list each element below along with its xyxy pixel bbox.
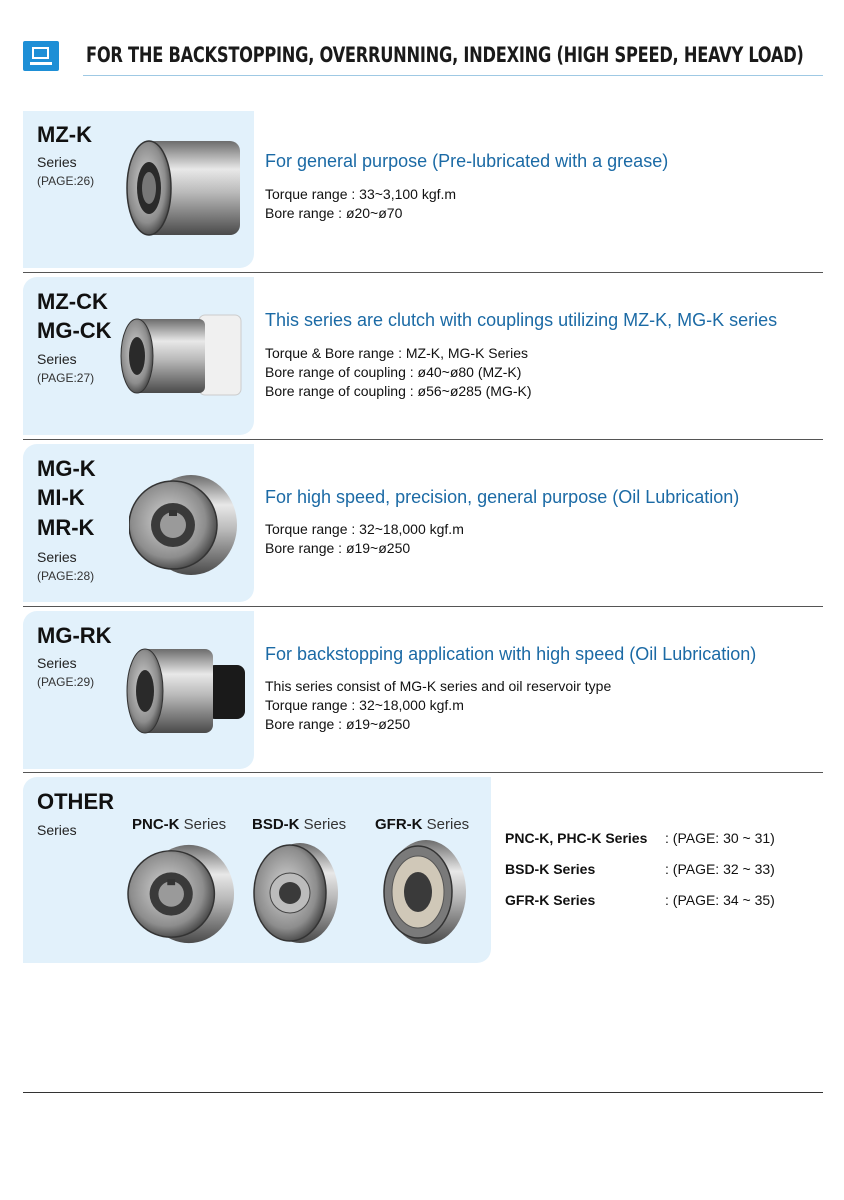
header-underline xyxy=(83,75,823,76)
bsd-k-clutch-image xyxy=(250,838,340,948)
other-title: OTHER xyxy=(37,789,114,814)
other-ref-name: BSD-K Series xyxy=(505,861,596,877)
series-name: MZ-K xyxy=(37,122,92,147)
page-reference: (PAGE:28) xyxy=(37,569,95,583)
clutch-coupling-image xyxy=(119,311,245,401)
other-ref-name: PNC-K, PHC-K Series xyxy=(505,830,648,846)
spec-line: Torque range : 32~18,000 kgf.m xyxy=(265,521,464,537)
series-name: MZ-CK xyxy=(37,289,108,314)
other-ref-name: GFR-K Series xyxy=(505,892,596,908)
product-label-gfr-k: GFR-K Series xyxy=(375,816,470,833)
series-headline: This series are clutch with couplings utilizing MZ-K, MG-K series xyxy=(265,310,778,330)
section-mg-k xyxy=(23,444,823,607)
section-mz-ck xyxy=(23,277,823,440)
clutch-image xyxy=(129,470,239,580)
series-headline: For general purpose (Pre-lubricated with a grease) xyxy=(265,151,669,171)
series-name: MG-K xyxy=(37,456,96,481)
section-divider xyxy=(23,606,823,607)
series-headline: For high speed, precision, general purpose (Oil Lubrication) xyxy=(265,487,740,507)
other-ref-page: : (PAGE: 32 ~ 33) xyxy=(665,861,775,877)
page-title: FOR THE BACKSTOPPING, OVERRUNNING, INDEXING (HIGH SPEED, HEAVY LOAD) xyxy=(86,43,804,67)
page-reference: (PAGE:27) xyxy=(37,371,95,385)
section-mz-k xyxy=(23,111,823,273)
spec-line: Torque range : 32~18,000 kgf.m xyxy=(265,697,464,713)
section-divider xyxy=(23,772,823,773)
series-name: MG-CK xyxy=(37,318,112,343)
spec-line: Bore range of coupling : ø56~ø285 (MG-K) xyxy=(265,383,532,399)
product-label-bsd-k: BSD-K Series xyxy=(252,816,347,833)
spec-line: This series consist of MG-K series and oil reservoir type xyxy=(265,678,612,694)
spec-line: Torque & Bore range : MZ-K, MG-K Series xyxy=(265,345,528,361)
section-mg-rk xyxy=(23,611,823,774)
other-ref-page: : (PAGE: 34 ~ 35) xyxy=(665,892,775,908)
page-reference: (PAGE:26) xyxy=(37,174,95,188)
spec-line: Bore range : ø19~ø250 xyxy=(265,540,411,556)
section-divider xyxy=(23,439,823,440)
spec-line: Bore range of coupling : ø40~ø80 (MZ-K) xyxy=(265,364,522,380)
series-name: MG-RK xyxy=(37,623,112,648)
page-header xyxy=(23,40,823,78)
series-label: Series xyxy=(37,655,77,671)
clutch-image xyxy=(125,133,245,243)
other-series-label: Series xyxy=(37,822,77,838)
product-label-pnc-k: PNC-K Series xyxy=(132,816,227,833)
page-reference: (PAGE:29) xyxy=(37,675,95,689)
section-divider xyxy=(23,272,823,273)
series-headline: For backstopping application with high speed (Oil Lubrication) xyxy=(265,644,757,664)
series-name: MI-K xyxy=(37,485,85,510)
clutch-reservoir-image xyxy=(123,641,249,741)
gfr-k-clutch-image xyxy=(374,836,470,948)
spec-line: Torque range : 33~3,100 kgf.m xyxy=(265,186,457,202)
series-name: MR-K xyxy=(37,515,95,540)
spec-line: Bore range : ø19~ø250 xyxy=(265,716,411,732)
footer-rule xyxy=(23,1092,823,1093)
pnc-k-clutch-image xyxy=(126,840,238,948)
series-label: Series xyxy=(37,351,77,367)
series-label: Series xyxy=(37,549,77,565)
monitor-icon xyxy=(23,41,59,71)
series-label: Series xyxy=(37,154,77,170)
other-ref-page: : (PAGE: 30 ~ 31) xyxy=(665,830,775,846)
spec-line: Bore range : ø20~ø70 xyxy=(265,205,403,221)
